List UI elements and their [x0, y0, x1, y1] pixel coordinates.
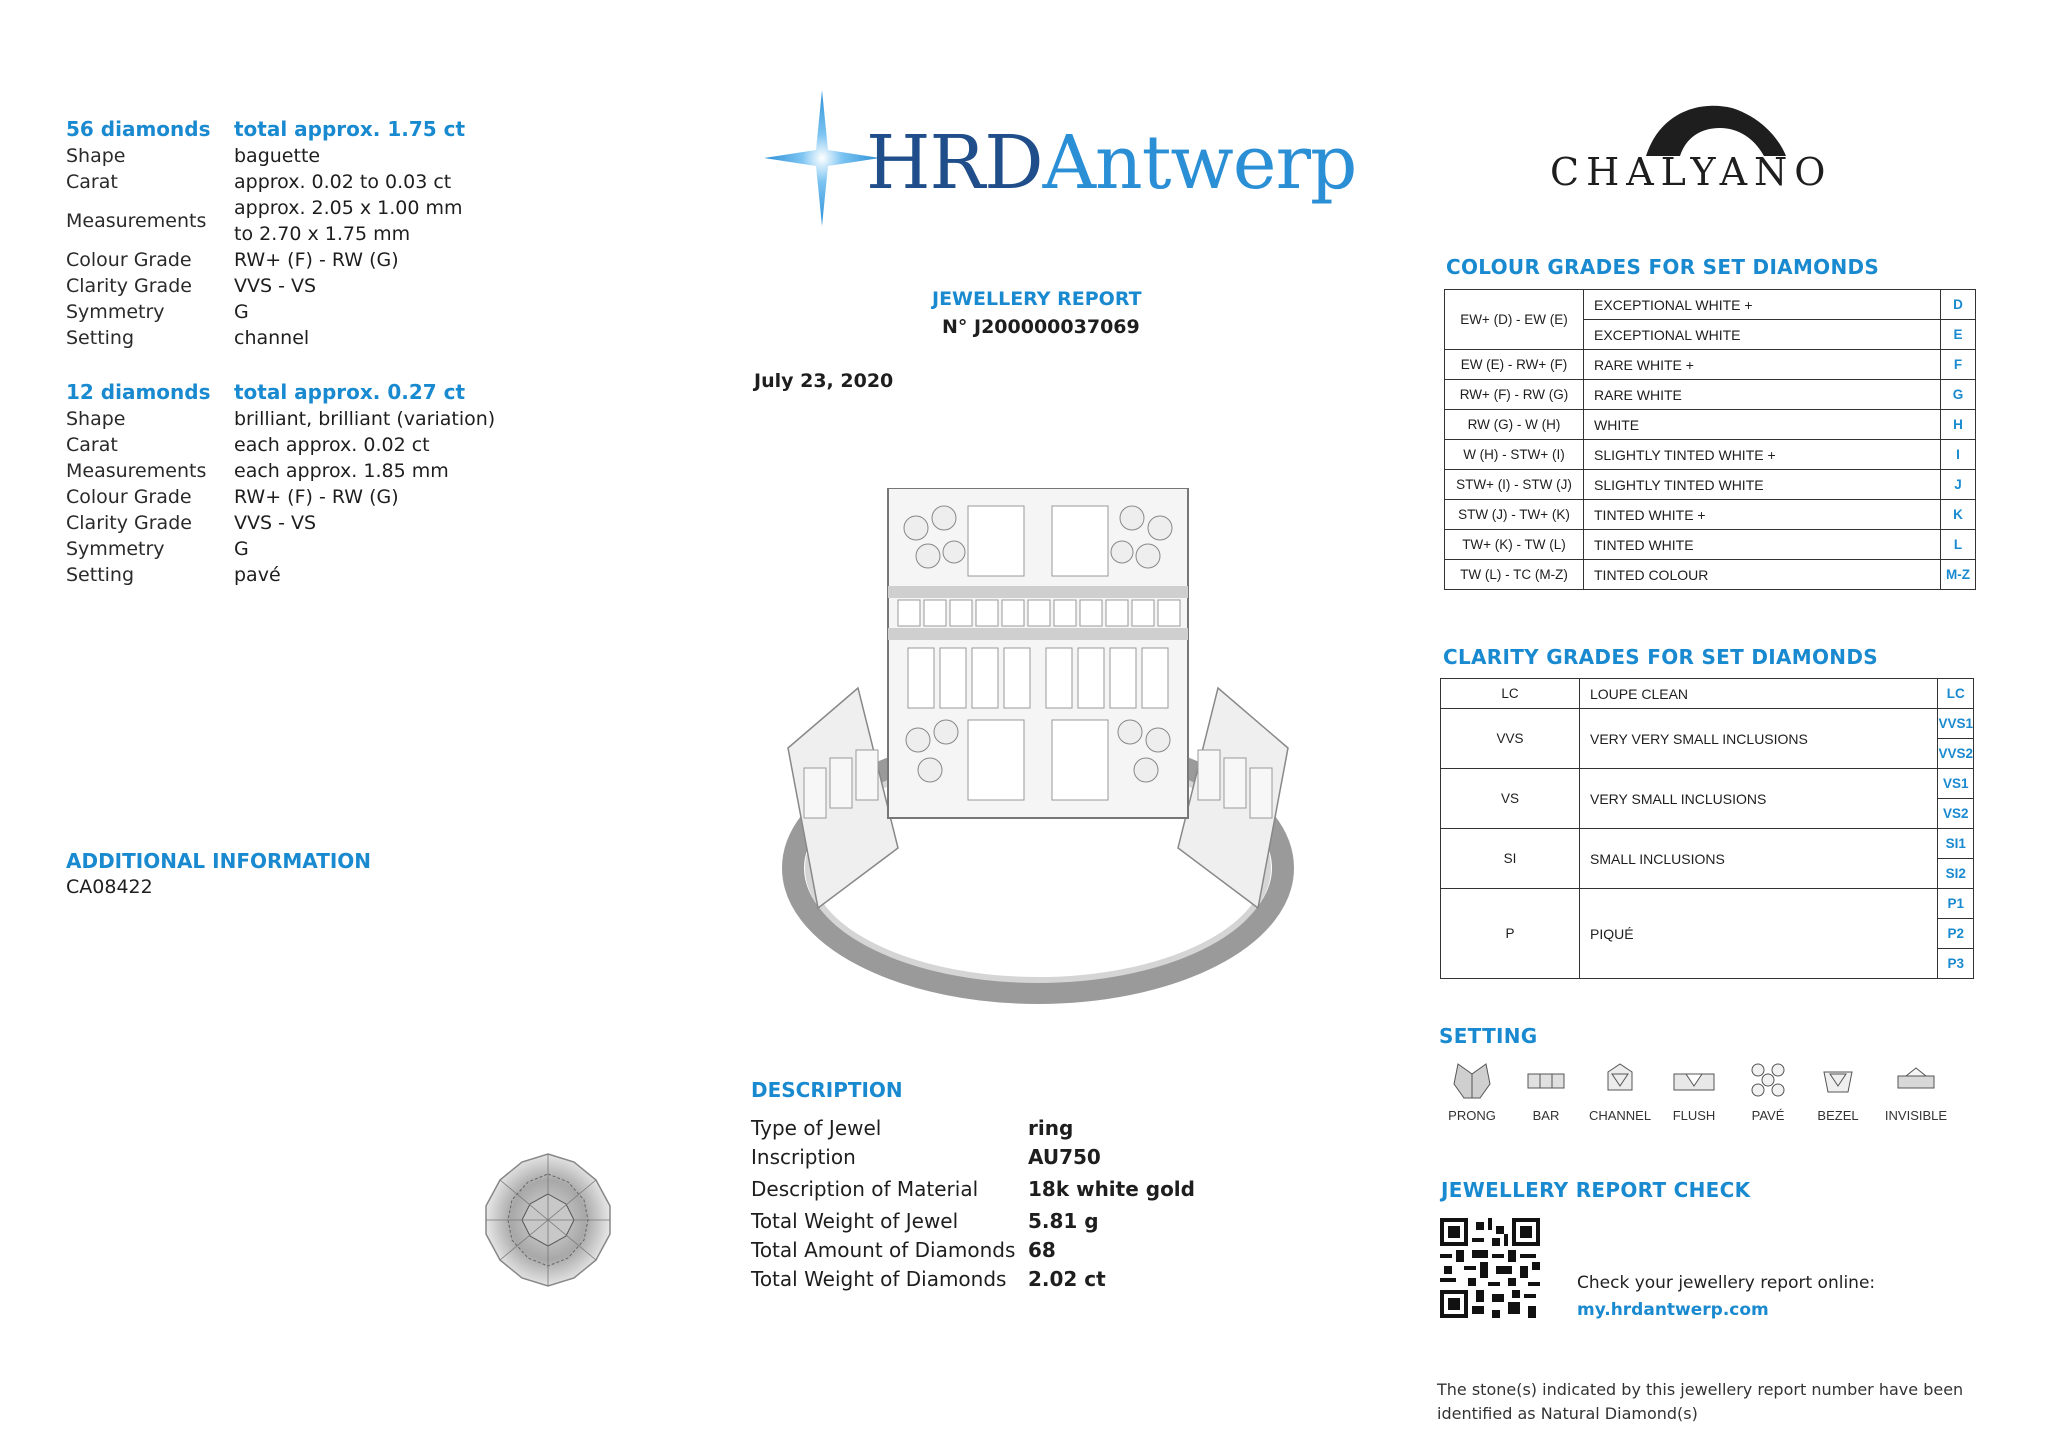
setting-label: BAR	[1532, 1108, 1560, 1123]
grade-description: WHITE	[1584, 410, 1941, 440]
report-title: JEWELLERY REPORT	[932, 288, 1142, 310]
table-row	[1445, 530, 1976, 560]
grade-code: EW (E) - RW+ (F)	[1445, 350, 1584, 380]
report-check-title: JEWELLERY REPORT CHECK	[1441, 1178, 1751, 1202]
ring-photo	[768, 488, 1308, 1008]
hrd-star-icon	[762, 88, 882, 228]
grade-description: VERY SMALL INCLUSIONS	[1580, 769, 1938, 829]
note-line: identified as Natural Diamond(s)	[1437, 1404, 1698, 1423]
table-row	[1441, 709, 1974, 739]
report-date: July 23, 2020	[754, 370, 894, 392]
grade-description: RARE WHITE	[1584, 380, 1941, 410]
spec-label: Clarity Grade	[66, 275, 192, 297]
grade-letter: VVS2	[1938, 739, 1974, 769]
grade-letter: E	[1941, 320, 1976, 350]
grade-letter: G	[1941, 380, 1976, 410]
setting-label: INVISIBLE	[1884, 1108, 1948, 1123]
spec-label: Shape	[66, 408, 126, 430]
logo-antwerp-text: Antwerp	[1042, 120, 1357, 206]
table-row	[1445, 410, 1976, 440]
grade-letter: VS2	[1938, 799, 1974, 829]
spec-value-continued: to 2.70 x 1.75 mm	[234, 223, 411, 245]
grade-description: SLIGHTLY TINTED WHITE +	[1584, 440, 1941, 470]
grade-description: PIQUÉ	[1580, 889, 1938, 979]
description-label: Total Amount of Diamonds	[751, 1238, 1016, 1262]
additional-info-title: ADDITIONAL INFORMATION	[66, 849, 372, 873]
diamond-count: 12 diamonds	[66, 380, 211, 404]
description-row	[751, 1114, 1271, 1143]
spec-value: RW+ (F) - RW (G)	[234, 486, 399, 508]
grade-description: LOUPE CLEAN	[1580, 679, 1938, 709]
report-check-text: Check your jewellery report online:	[1577, 1273, 1876, 1293]
grade-code: RW (G) - W (H)	[1445, 410, 1584, 440]
spec-label: Setting	[66, 564, 135, 586]
spec-block-brilliant	[66, 378, 586, 588]
setting-icons	[1432, 1060, 1972, 1140]
spec-value: approx. 0.02 to 0.03 ct	[234, 171, 452, 193]
description-label: Type of Jewel	[751, 1116, 882, 1140]
setting-flush	[1654, 1060, 1734, 1123]
grade-code: SI	[1441, 829, 1580, 889]
logo-hrd-text: HRD	[866, 120, 1043, 206]
grade-letter: P2	[1938, 919, 1974, 949]
grade-letter: SI2	[1938, 859, 1974, 889]
description-value: 2.02 ct	[1028, 1267, 1106, 1291]
table-row	[1441, 679, 1974, 709]
grade-description: EXCEPTIONAL WHITE	[1584, 320, 1941, 350]
setting-invisible	[1876, 1060, 1956, 1123]
grade-letter: I	[1941, 440, 1976, 470]
table-row	[1445, 470, 1976, 500]
table-row	[1445, 380, 1976, 410]
spec-value: VVS - VS	[234, 275, 317, 297]
spec-label: Shape	[66, 145, 126, 167]
spec-label: Symmetry	[66, 301, 165, 323]
grade-description: TINTED WHITE	[1584, 530, 1941, 560]
description-label: Description of Material	[751, 1177, 979, 1201]
grade-letter: P3	[1938, 949, 1974, 979]
spec-value: RW+ (F) - RW (G)	[234, 249, 399, 271]
description-label: Total Weight of Jewel	[751, 1209, 959, 1233]
description-list	[751, 1114, 1271, 1294]
invisible-icon	[1894, 1060, 1938, 1100]
chalyano-brand: CHALYANO	[1550, 150, 1833, 194]
description-row	[751, 1175, 1271, 1204]
clarity-grades-table	[1440, 678, 1974, 979]
channel-icon	[1598, 1060, 1642, 1100]
spec-value: baguette	[234, 145, 321, 167]
spec-label: Clarity Grade	[66, 512, 192, 534]
colour-grades-table	[1444, 289, 1976, 590]
description-row	[751, 1207, 1271, 1236]
spec-value: channel	[234, 327, 310, 349]
grade-description: TINTED WHITE +	[1584, 500, 1941, 530]
report-number: N° J200000037069	[942, 316, 1140, 338]
grade-code: TW+ (K) - TW (L)	[1445, 530, 1584, 560]
note-line: The stone(s) indicated by this jewellery report number have been	[1437, 1380, 1964, 1399]
grade-code: RW+ (F) - RW (G)	[1445, 380, 1584, 410]
grade-code: P	[1441, 889, 1580, 979]
grade-letter: M-Z	[1941, 560, 1976, 590]
grade-letter: L	[1941, 530, 1976, 560]
spec-value: each approx. 1.85 mm	[234, 460, 449, 482]
spec-value: VVS - VS	[234, 512, 317, 534]
setting-bar	[1506, 1060, 1586, 1123]
report-check-link[interactable]: my.hrdantwerp.com	[1577, 1300, 1769, 1320]
colour-grades-title: COLOUR GRADES FOR SET DIAMONDS	[1446, 255, 1880, 279]
description-label: Total Weight of Diamonds	[751, 1267, 1007, 1291]
setting-label: PRONG	[1448, 1108, 1496, 1123]
flush-icon	[1672, 1060, 1716, 1100]
hologram-seal-icon	[478, 1150, 618, 1290]
grade-code: VS	[1441, 769, 1580, 829]
table-row	[1441, 829, 1974, 859]
spec-block-baguette	[66, 115, 586, 351]
setting-pave	[1728, 1060, 1808, 1123]
setting-label: CHANNEL	[1588, 1108, 1652, 1123]
hrd-antwerp-logo	[866, 118, 1356, 208]
setting-label: PAVÉ	[1751, 1108, 1785, 1123]
grade-letter: J	[1941, 470, 1976, 500]
grade-code: W (H) - STW+ (I)	[1445, 440, 1584, 470]
spec-label: Symmetry	[66, 538, 165, 560]
prong-icon	[1450, 1060, 1494, 1100]
spec-value: G	[234, 538, 249, 560]
grade-description: SLIGHTLY TINTED WHITE	[1584, 470, 1941, 500]
grade-description: VERY VERY SMALL INCLUSIONS	[1580, 709, 1938, 769]
table-row	[1441, 889, 1974, 919]
total-carat: total approx. 1.75 ct	[234, 117, 466, 141]
description-title: DESCRIPTION	[751, 1078, 903, 1102]
grade-code: STW+ (I) - STW (J)	[1445, 470, 1584, 500]
grade-code: TW (L) - TC (M-Z)	[1445, 560, 1584, 590]
setting-bezel	[1798, 1060, 1878, 1123]
description-value: AU750	[1028, 1145, 1101, 1169]
grade-description: TINTED COLOUR	[1584, 560, 1941, 590]
spec-value: G	[234, 301, 249, 323]
spec-label: Carat	[66, 434, 118, 456]
table-row	[1445, 500, 1976, 530]
grade-letter: SI1	[1938, 829, 1974, 859]
table-row	[1445, 440, 1976, 470]
spec-label: Measurements	[66, 210, 207, 232]
bar-icon	[1524, 1060, 1568, 1100]
description-value: 68	[1028, 1238, 1056, 1262]
description-label: Inscription	[751, 1145, 856, 1169]
spec-label: Setting	[66, 327, 135, 349]
spec-label: Colour Grade	[66, 249, 192, 271]
grade-code: VVS	[1441, 709, 1580, 769]
spec-value: brilliant, brilliant (variation)	[234, 408, 496, 430]
spec-label: Measurements	[66, 460, 207, 482]
description-row	[751, 1143, 1271, 1172]
natural-diamond-note	[1437, 1378, 1963, 1426]
description-row	[751, 1265, 1271, 1294]
total-carat: total approx. 0.27 ct	[234, 380, 466, 404]
table-row	[1445, 560, 1976, 590]
additional-info-value: CA08422	[66, 876, 153, 898]
pave-icon	[1746, 1060, 1790, 1100]
spec-label: Colour Grade	[66, 486, 192, 508]
description-value: 5.81 g	[1028, 1209, 1099, 1233]
description-value: ring	[1028, 1116, 1074, 1140]
setting-label: FLUSH	[1672, 1108, 1716, 1123]
description-value: 18k white gold	[1028, 1177, 1195, 1201]
grade-code: STW (J) - TW+ (K)	[1445, 500, 1584, 530]
grade-letter: H	[1941, 410, 1976, 440]
table-row	[1441, 769, 1974, 799]
bezel-icon	[1816, 1060, 1860, 1100]
setting-channel	[1580, 1060, 1660, 1123]
grade-letter: F	[1941, 350, 1976, 380]
grade-letter: D	[1941, 290, 1976, 320]
qr-code-icon[interactable]	[1440, 1218, 1540, 1318]
setting-label: BEZEL	[1817, 1108, 1859, 1123]
spec-value: pavé	[234, 564, 281, 586]
description-row	[751, 1236, 1271, 1265]
diamond-count: 56 diamonds	[66, 117, 211, 141]
spec-value: each approx. 0.02 ct	[234, 434, 430, 456]
grade-letter: P1	[1938, 889, 1974, 919]
setting-title: SETTING	[1439, 1024, 1538, 1048]
grade-letter: K	[1941, 500, 1976, 530]
setting-prong	[1432, 1060, 1512, 1123]
grade-code: LC	[1441, 679, 1580, 709]
spec-value: approx. 2.05 x 1.00 mm	[234, 197, 463, 219]
grade-description: RARE WHITE +	[1584, 350, 1941, 380]
grade-code: EW+ (D) - EW (E)	[1445, 290, 1584, 350]
grade-description: SMALL INCLUSIONS	[1580, 829, 1938, 889]
table-row	[1445, 290, 1976, 320]
grade-description: EXCEPTIONAL WHITE +	[1584, 290, 1941, 320]
spec-label: Carat	[66, 171, 118, 193]
grade-letter: LC	[1938, 679, 1974, 709]
grade-letter: VS1	[1938, 769, 1974, 799]
grade-letter: VVS1	[1938, 709, 1974, 739]
clarity-grades-title: CLARITY GRADES FOR SET DIAMONDS	[1443, 645, 1878, 669]
table-row	[1445, 350, 1976, 380]
